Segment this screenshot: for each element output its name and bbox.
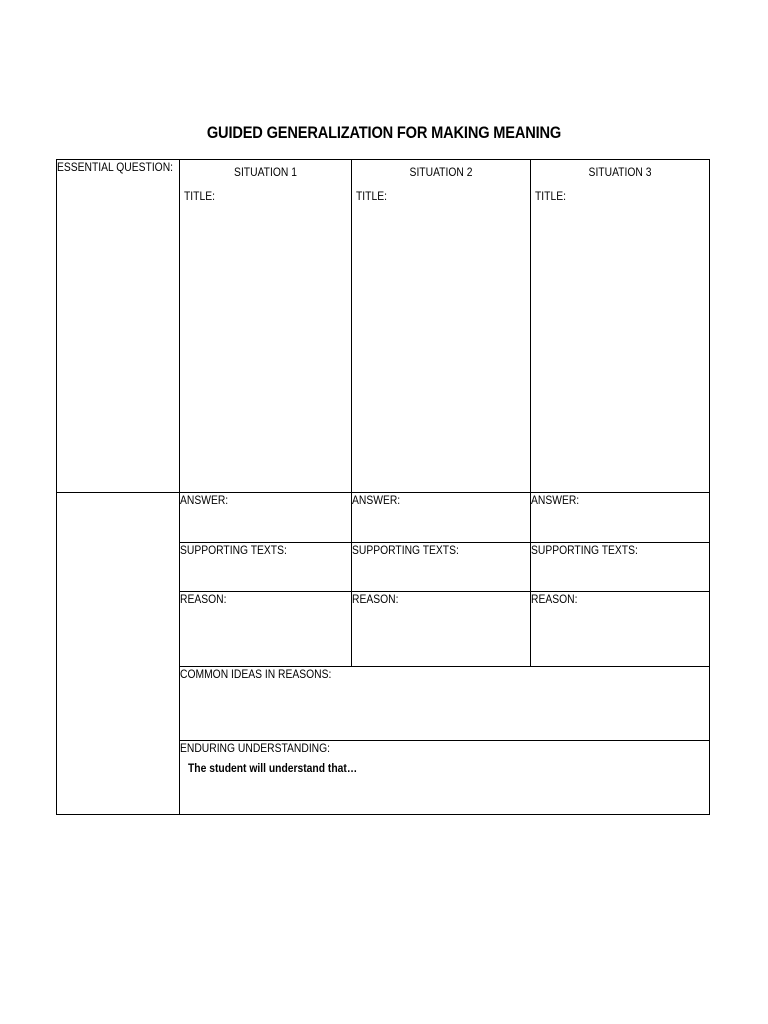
situation-1-cell[interactable] [180, 160, 352, 493]
supporting-texts-1-cell[interactable] [180, 543, 352, 592]
supporting-texts-2-label: SUPPORTING TEXTS: [352, 543, 459, 557]
situation-2-header: SITUATION 2 [409, 165, 473, 179]
reason-1-cell[interactable] [180, 592, 352, 667]
reason-2-cell[interactable] [352, 592, 531, 667]
worksheet-table [56, 159, 710, 815]
answer-2-label: ANSWER: [352, 493, 401, 507]
answer-3-label: ANSWER: [531, 493, 580, 507]
reason-1-label: REASON: [180, 592, 227, 606]
situation-3-header: SITUATION 3 [588, 165, 652, 179]
situation-2-cell[interactable] [352, 160, 531, 493]
answer-1-cell[interactable] [180, 493, 352, 543]
supporting-texts-3-cell[interactable] [531, 543, 710, 592]
supporting-texts-3-label: SUPPORTING TEXTS: [531, 543, 638, 557]
situation-1-header: SITUATION 1 [234, 165, 297, 179]
enduring-understanding-prompt: The student will understand that… [188, 761, 358, 775]
enduring-understanding-label: ENDURING UNDERSTANDING: [180, 741, 331, 755]
left-blank-cell[interactable] [57, 493, 180, 815]
answer-3-cell[interactable] [531, 493, 710, 543]
common-ideas-cell[interactable] [180, 667, 710, 741]
enduring-understanding-cell[interactable] [180, 741, 710, 815]
page-title: GUIDED GENERALIZATION FOR MAKING MEANING [206, 123, 562, 142]
situation-3-title-label: TITLE: [535, 189, 566, 203]
reason-2-label: REASON: [352, 592, 399, 606]
situation-2-title-label: TITLE: [356, 189, 387, 203]
reason-3-label: REASON: [531, 592, 578, 606]
situation-1-title-label: TITLE: [184, 189, 215, 203]
common-ideas-label: COMMON IDEAS IN REASONS: [180, 667, 332, 681]
situations-row [57, 160, 710, 493]
supporting-texts-1-label: SUPPORTING TEXTS: [180, 543, 287, 557]
answer-2-cell[interactable] [352, 493, 531, 543]
reason-3-cell[interactable] [531, 592, 710, 667]
answer-row [57, 493, 710, 543]
answer-1-label: ANSWER: [180, 493, 229, 507]
situation-3-cell[interactable] [531, 160, 710, 493]
essential-question-label: ESSENTIAL QUESTION: [57, 160, 174, 174]
supporting-texts-2-cell[interactable] [352, 543, 531, 592]
essential-question-cell[interactable] [57, 160, 180, 493]
